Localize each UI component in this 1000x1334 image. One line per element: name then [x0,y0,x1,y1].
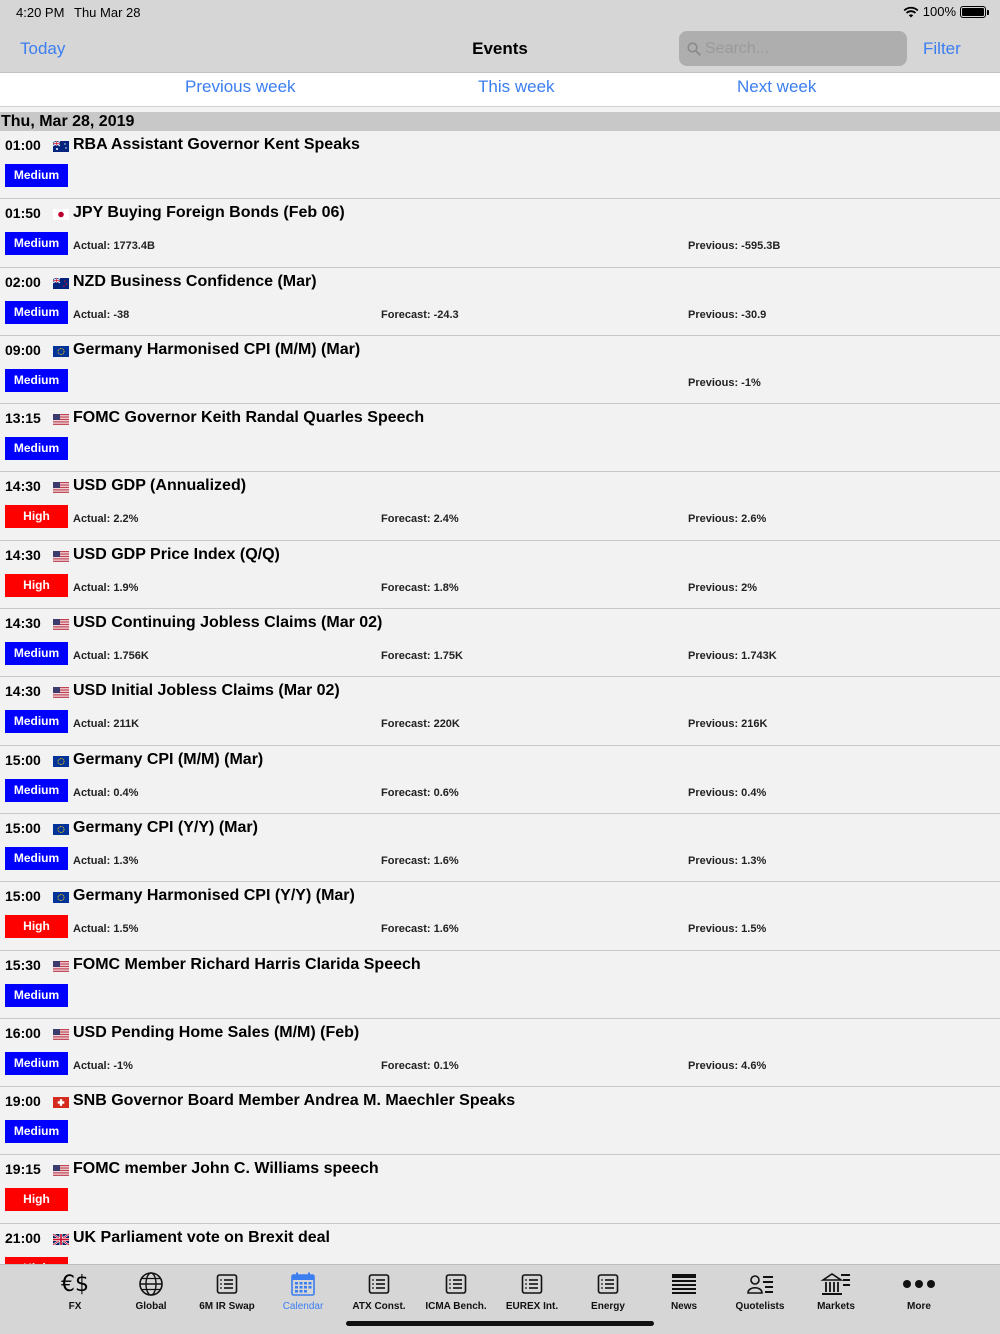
flag-icon-nz [53,278,69,289]
flag-icon-eu [53,824,69,835]
flag-icon-us [53,961,69,972]
tab-label: 6M IR Swap [199,1301,255,1312]
flag-icon-eu [53,346,69,357]
tab-label: ICMA Bench. [425,1301,487,1312]
markets-icon [796,1269,876,1299]
news-icon [644,1269,724,1299]
previous-week-button[interactable]: Previous week [185,77,296,96]
event-previous: Previous: 4.6% [688,1059,767,1072]
event-actual: Actual: 1.3% [73,854,139,867]
event-title: FOMC Member Richard Harris Clarida Speech [73,955,421,973]
event-title: NZD Business Confidence (Mar) [73,272,317,290]
event-row[interactable] [0,541,1000,609]
tab-label: EUREX Int. [505,1301,559,1312]
event-previous: Previous: -595.3B [688,240,781,253]
event-time: 15:00 [5,819,41,836]
event-title: Germany CPI (M/M) (Mar) [73,750,264,768]
event-forecast: Forecast: -24.3 [381,308,459,321]
list-icon [568,1269,648,1299]
event-actual: Actual: -38 [73,308,130,321]
event-time: 15:30 [5,956,41,973]
event-row[interactable] [0,268,1000,336]
impact-badge: High [5,915,68,938]
flag-icon-us [53,414,69,425]
flag-icon-au [53,141,69,152]
flag-icon-ch [53,1097,69,1108]
flag-icon-eu [53,892,69,903]
event-previous: Previous: -30.9 [688,308,767,321]
this-week-button[interactable]: This week [478,77,555,96]
tab-global[interactable] [111,1269,191,1312]
impact-badge: Medium [5,301,68,324]
tab-label: Markets [817,1301,855,1312]
impact-badge: Medium [5,369,68,392]
impact-badge: High [5,1188,68,1211]
event-row[interactable] [0,609,1000,677]
event-row[interactable] [0,882,1000,950]
battery-icon [960,6,986,18]
week-selector [0,73,1000,107]
list-icon [339,1269,419,1299]
event-time: 13:15 [5,410,41,427]
event-actual: Actual: 211K [73,718,140,731]
events-container [0,131,1000,1292]
impact-badge: Medium [5,779,68,802]
day-header: Thu, Mar 28, 2019 [0,112,1000,131]
event-row[interactable] [0,1155,1000,1223]
tab-markets[interactable] [796,1269,876,1312]
event-previous: Previous: 2.6% [688,513,767,526]
more-icon [879,1269,959,1299]
event-list[interactable] [0,112,1000,1264]
event-row[interactable] [0,199,1000,267]
event-row[interactable] [0,336,1000,404]
event-title: JPY Buying Foreign Bonds (Feb 06) [73,204,345,222]
event-title: SNB Governor Board Member Andrea M. Maechler Speaks [73,1092,516,1110]
event-time: 16:00 [5,1024,41,1041]
list-icon [187,1269,267,1299]
event-title: RBA Assistant Governor Kent Speaks [73,136,360,153]
flag-icon-eu [53,756,69,767]
event-forecast: Forecast: 2.4% [381,513,459,526]
event-previous: Previous: -1% [688,376,761,389]
tab-label: More [907,1301,931,1312]
event-time: 01:50 [5,205,41,222]
home-indicator [346,1321,654,1326]
next-week-button[interactable]: Next week [737,77,817,96]
event-title: USD Pending Home Sales (M/M) (Feb) [73,1023,360,1041]
flag-icon-us [53,551,69,562]
impact-badge: High [5,574,68,597]
event-forecast: Forecast: 1.8% [381,581,459,594]
impact-badge: Medium [5,164,68,187]
event-previous: Previous: 1.5% [688,923,767,936]
impact-badge: Medium [5,232,68,255]
event-previous: Previous: 1.743K [688,650,777,663]
event-row[interactable] [0,677,1000,745]
event-actual: Actual: 1773.4B [73,240,155,253]
wifi-icon [903,6,919,18]
tab-label: Calendar [282,1301,324,1312]
status-date: Thu Mar 28 [74,5,141,20]
event-time: 14:30 [5,615,41,632]
event-time: 15:00 [5,751,41,768]
list-icon [492,1269,572,1299]
tab-label: Global [135,1301,167,1312]
flag-icon-gb [53,1234,69,1245]
tab-calendar[interactable] [263,1269,343,1312]
tab-news[interactable] [644,1269,724,1312]
event-previous: Previous: 1.3% [688,854,767,867]
event-time: 14:30 [5,683,41,700]
tab-6m-ir-swap[interactable] [187,1269,267,1312]
navigation-bar [0,24,1000,73]
event-actual: Actual: 2.2% [73,513,139,526]
event-time: 09:00 [5,341,41,358]
tab-label: Quotelists [735,1301,785,1312]
tab-label: Energy [591,1301,625,1312]
event-row[interactable] [0,472,1000,540]
event-actual: Actual: 0.4% [73,786,139,799]
event-time: 01:00 [5,137,41,153]
event-actual: Actual: 1.9% [73,581,139,594]
flag-icon-jp [53,209,69,220]
quotelist-icon [720,1269,800,1299]
tab-label: FX [68,1301,82,1312]
event-forecast: Forecast: 1.6% [381,923,459,936]
flag-icon-us [53,482,69,493]
event-title: USD GDP Price Index (Q/Q) [73,545,280,563]
impact-badge: Medium [5,1120,68,1143]
flag-icon-us [53,619,69,630]
tab-eurex-int[interactable] [492,1269,572,1312]
today-button[interactable]: Today [20,39,66,58]
event-forecast: Forecast: 1.75K [381,650,463,663]
event-row[interactable] [0,404,1000,472]
event-row[interactable] [0,1087,1000,1155]
impact-badge: Medium [5,437,68,460]
tab-energy[interactable] [568,1269,648,1312]
filter-button[interactable]: Filter [923,39,961,58]
tab-label: ATX Const. [352,1301,406,1312]
list-icon [416,1269,496,1299]
event-time: 02:00 [5,273,41,290]
event-previous: Previous: 0.4% [688,786,767,799]
event-title: USD Continuing Jobless Claims (Mar 02) [73,614,383,632]
event-title: Germany Harmonised CPI (Y/Y) (Mar) [73,887,355,905]
event-time: 14:30 [5,546,41,563]
event-forecast: Forecast: 1.6% [381,854,459,867]
impact-badge: Medium [5,1052,68,1075]
event-row[interactable] [0,1019,1000,1087]
status-right [903,4,986,19]
event-title: UK Parliament vote on Brexit deal [73,1228,330,1246]
tab-label: News [670,1301,698,1312]
status-time: 4:20 PM [16,5,65,20]
event-row[interactable] [0,951,1000,1019]
impact-badge: Medium [5,642,68,665]
event-forecast: Forecast: 220K [381,718,460,731]
search-icon [687,42,701,56]
impact-badge: Medium [5,710,68,733]
tab-icma-bench[interactable] [416,1269,496,1312]
event-title: Germany CPI (Y/Y) (Mar) [73,818,258,836]
globe-icon [111,1269,191,1299]
event-forecast: Forecast: 0.6% [381,786,459,799]
event-previous: Previous: 2% [688,581,758,594]
flag-icon-us [53,1029,69,1040]
event-row[interactable] [0,131,1000,199]
tab-quotelists[interactable] [720,1269,800,1312]
flag-icon-us [53,687,69,698]
event-title: USD GDP (Annualized) [73,477,247,495]
event-time: 19:00 [5,1093,41,1110]
page-title: Events [472,39,528,58]
event-time: 14:30 [5,478,41,495]
event-actual: Actual: 1.5% [73,923,139,936]
flag-icon-us [53,1165,69,1176]
impact-badge: High [5,505,68,528]
event-row[interactable] [0,814,1000,882]
status-bar [0,0,1000,24]
search-field[interactable] [679,31,907,66]
tab-fx[interactable] [35,1269,115,1312]
tab-more[interactable] [879,1269,959,1312]
battery-percent: 100% [922,4,956,19]
event-title: FOMC Governor Keith Randal Quarles Speech [73,409,425,427]
event-title: USD Initial Jobless Claims (Mar 02) [73,682,340,700]
event-previous: Previous: 216K [688,718,768,731]
search-input[interactable] [705,40,895,58]
event-time: 21:00 [5,1229,41,1246]
event-actual: Actual: -1% [73,1059,133,1072]
event-row[interactable] [0,746,1000,814]
impact-badge: Medium [5,847,68,870]
event-forecast: Forecast: 0.1% [381,1059,459,1072]
event-actual: Actual: 1.756K [73,650,149,663]
currency-icon: €$ [61,1271,89,1297]
event-time: 19:15 [5,1161,41,1178]
calendar-icon [263,1269,343,1299]
impact-badge: Medium [5,984,68,1007]
event-title: Germany Harmonised CPI (M/M) (Mar) [73,340,361,358]
event-title: FOMC member John C. Williams speech [73,1160,379,1178]
tab-atx-const[interactable] [339,1269,419,1312]
event-time: 15:00 [5,888,41,905]
